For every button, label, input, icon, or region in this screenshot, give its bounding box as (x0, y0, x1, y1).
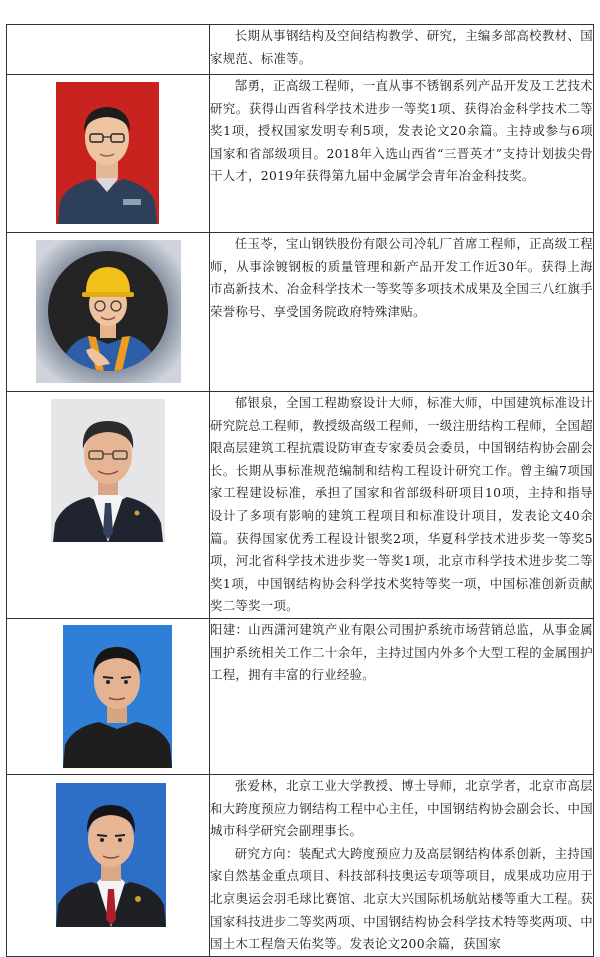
photo-cell (7, 392, 210, 619)
bio-text-cell (210, 233, 594, 392)
table-row (7, 618, 594, 774)
bio-paragraph: 郁银泉，全国工程勘察设计大师，标准大师，中国建筑标准设计研究院总工程师，教授级高级工程师，一级注册结构工程师，全国超限高层建筑工程抗震设防审查专家委员会委员，中国钢结构协会副会长。长期从事标准规范编制和结构工程设计研究工作。曾主编7项国家工程建设标准，承担了国家和省部级科研项目10项，主持和指导设计了多项有影响的建筑工程项目和标准设计项目，发表论文40余篇。获得国家优秀工程设计银奖2项，华夏科学技术进步奖一等奖5项，河北省科学技术进步奖一等奖1项，北京市科学技术进步奖二等奖1项，中国钢结构协会科学技术奖特等奖一项，中国标准创新贡献奖二等奖一项。 (210, 395, 593, 614)
bio-text-cell (210, 774, 594, 956)
table-row (7, 233, 594, 392)
table-row (7, 774, 594, 956)
bio-paragraph: 任玉苓，宝山钢铁股份有限公司冷轧厂首席工程师，正高级工程师，从事涂镀钢板的质量管理和新产品开发工作近30年。获得上海市高新技术、冶金科学技术一等奖等多项技术成果及全国三八红旗手荣誉称号、享受国务院政府特殊津贴。 (210, 236, 593, 319)
bio-paragraph: 张爱林，北京工业大学教授、博士导师，北京学者，北京市高层和大跨度预应力钢结构工程中心主任，中国钢结构协会副会长、中国城市科学研究会副理事长。 (210, 777, 593, 839)
photo-cell-empty (7, 25, 210, 75)
bio-paragraph: 研究方向：装配式大跨度预应力及高层钢结构体系创新，主持国家自然基金重点项目、科技部科技奥运专项等项目，成果成功应用于北京奥运会羽毛球比赛馆、北京大兴国际机场航站楼等重大工程。获国家科技进步二等奖两项、中国钢结构协会科学技术特等奖两项、中国土木工程詹天佑奖等。发表论文200余篇，获国家 (210, 845, 593, 952)
portrait-yang-jian (63, 625, 172, 768)
bio-text-cell (210, 75, 594, 233)
bio-text-cell (210, 392, 594, 619)
bio-paragraph: 阳建：山西潇河建筑产业有限公司围护系统市场营销总监，从事金属围护系统相关工作二十余年，主持过国内外多个大型工程的金属围护工程，拥有丰富的行业经验。 (210, 621, 593, 683)
photo-cell (7, 774, 210, 956)
portrait-gao-yong (56, 82, 159, 224)
bio-paragraph: 郜勇，正高级工程师，一直从事不锈钢系列产品开发及工艺技术研究。获得山西省科学技术进步一等奖1项、获得冶金科学技术二等奖1项，授权国家发明专利5项，发表论文20余篇。主持或参与6项国家和省部级项目。2018年入选山西省“三晋英才”支持计划拔尖骨干人才，2019年获得第九届中金属学会青年冶金科技奖。 (210, 78, 593, 184)
table-row (7, 75, 594, 233)
table-row (7, 392, 594, 619)
photo-cell (7, 618, 210, 774)
bio-paragraph: 长期从事钢结构及空间结构教学、研究，主编多部高校教材、国家规范、标准等。 (210, 28, 593, 66)
photo-cell (7, 233, 210, 392)
photo-cell (7, 75, 210, 233)
bio-text-cell (210, 25, 594, 75)
portrait-ren-yuling (36, 240, 181, 383)
bio-table (6, 24, 594, 957)
table-row (7, 25, 594, 75)
portrait-yu-yinquan (51, 399, 165, 542)
portrait-zhang-ailin (56, 783, 166, 927)
bio-text-cell (210, 618, 594, 774)
